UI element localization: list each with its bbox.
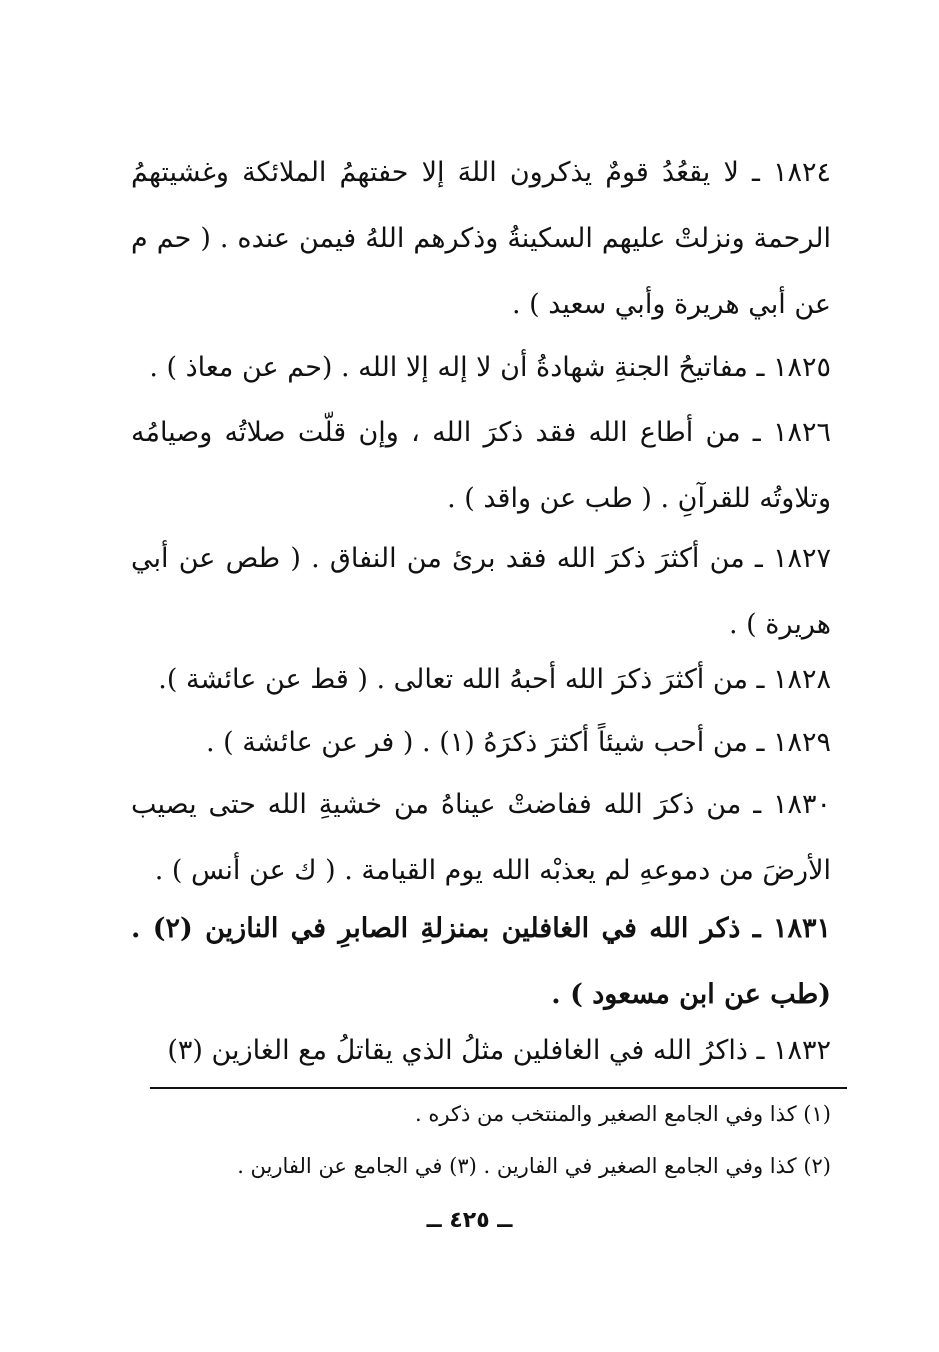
hadith-entry-1828: ١٨٢٨ ـ من أكثرَ ذكرَ الله أحبهُ الله تعالى . ( قط عن عائشة ).: [158, 664, 831, 695]
hadith-entry-1826: ١٨٢٦ ـ من أطاع الله فقد ذكرَ الله ، وإن قلّت صلاتُه وصيامُه وتلاوتُه للقرآنِ . ( طب عن واقد ) .: [131, 417, 831, 514]
footnote-divider: [150, 1087, 847, 1089]
hadith-entry-1830: ١٨٣٠ ـ من ذكرَ الله ففاضتْ عيناهُ من خشيةِ الله حتى يصيب الأرضَ من دموعهِ لم يعذبْه الله يوم القيامة . ( ك عن أنس ) .: [131, 789, 831, 886]
hadith-entry-1827: ١٨٢٧ ـ من أكثرَ ذكرَ الله فقد برئ من النفاق . ( طص عن أبي هريرة ) .: [131, 543, 831, 640]
hadith-entry-1829: ١٨٢٩ ـ من أحب شيئاً أكثرَ ذكرَهُ (١) . ( فر عن عائشة ) .: [206, 727, 831, 758]
hadith-entry-1831: ١٨٣١ ـ ذكر الله في الغافلين بمنزلةِ الصابرِ في النازين (٢) . (طب عن ابن مسعود ) .: [131, 913, 832, 1010]
hadith-entry-1832: ١٨٣٢ ـ ذاكرُ الله في الغافلين مثلُ الذي يقاتلُ مع الغازين (٣): [167, 1035, 831, 1066]
footnote-1: (١) كذا وفي الجامع الصغير والمنتخب من ذكره .: [415, 1102, 831, 1126]
page-number: ــ ٤٢٥ ــ: [426, 1208, 513, 1233]
footnote-2-3: (٢) كذا وفي الجامع الصغير في الفارين . (٣) في الجامع عن الفارين .: [237, 1154, 831, 1178]
hadith-entry-1824: ١٨٢٤ ـ لا يقعُدُ قومٌ يذكرون اللهَ إلا حفتهمُ الملائكة وغشيتهمُ الرحمة ونزلتْ عليهم السكينةُ وذكرهم اللهُ فيمن عنده . ( حم م عن أبي هريرة وأبي سعيد ) .: [131, 157, 831, 320]
hadith-entry-1825: ١٨٢٥ ـ مفاتيحُ الجنةِ شهادةُ أن لا إله إلا الله . (حم عن معاذ ) .: [149, 352, 831, 383]
